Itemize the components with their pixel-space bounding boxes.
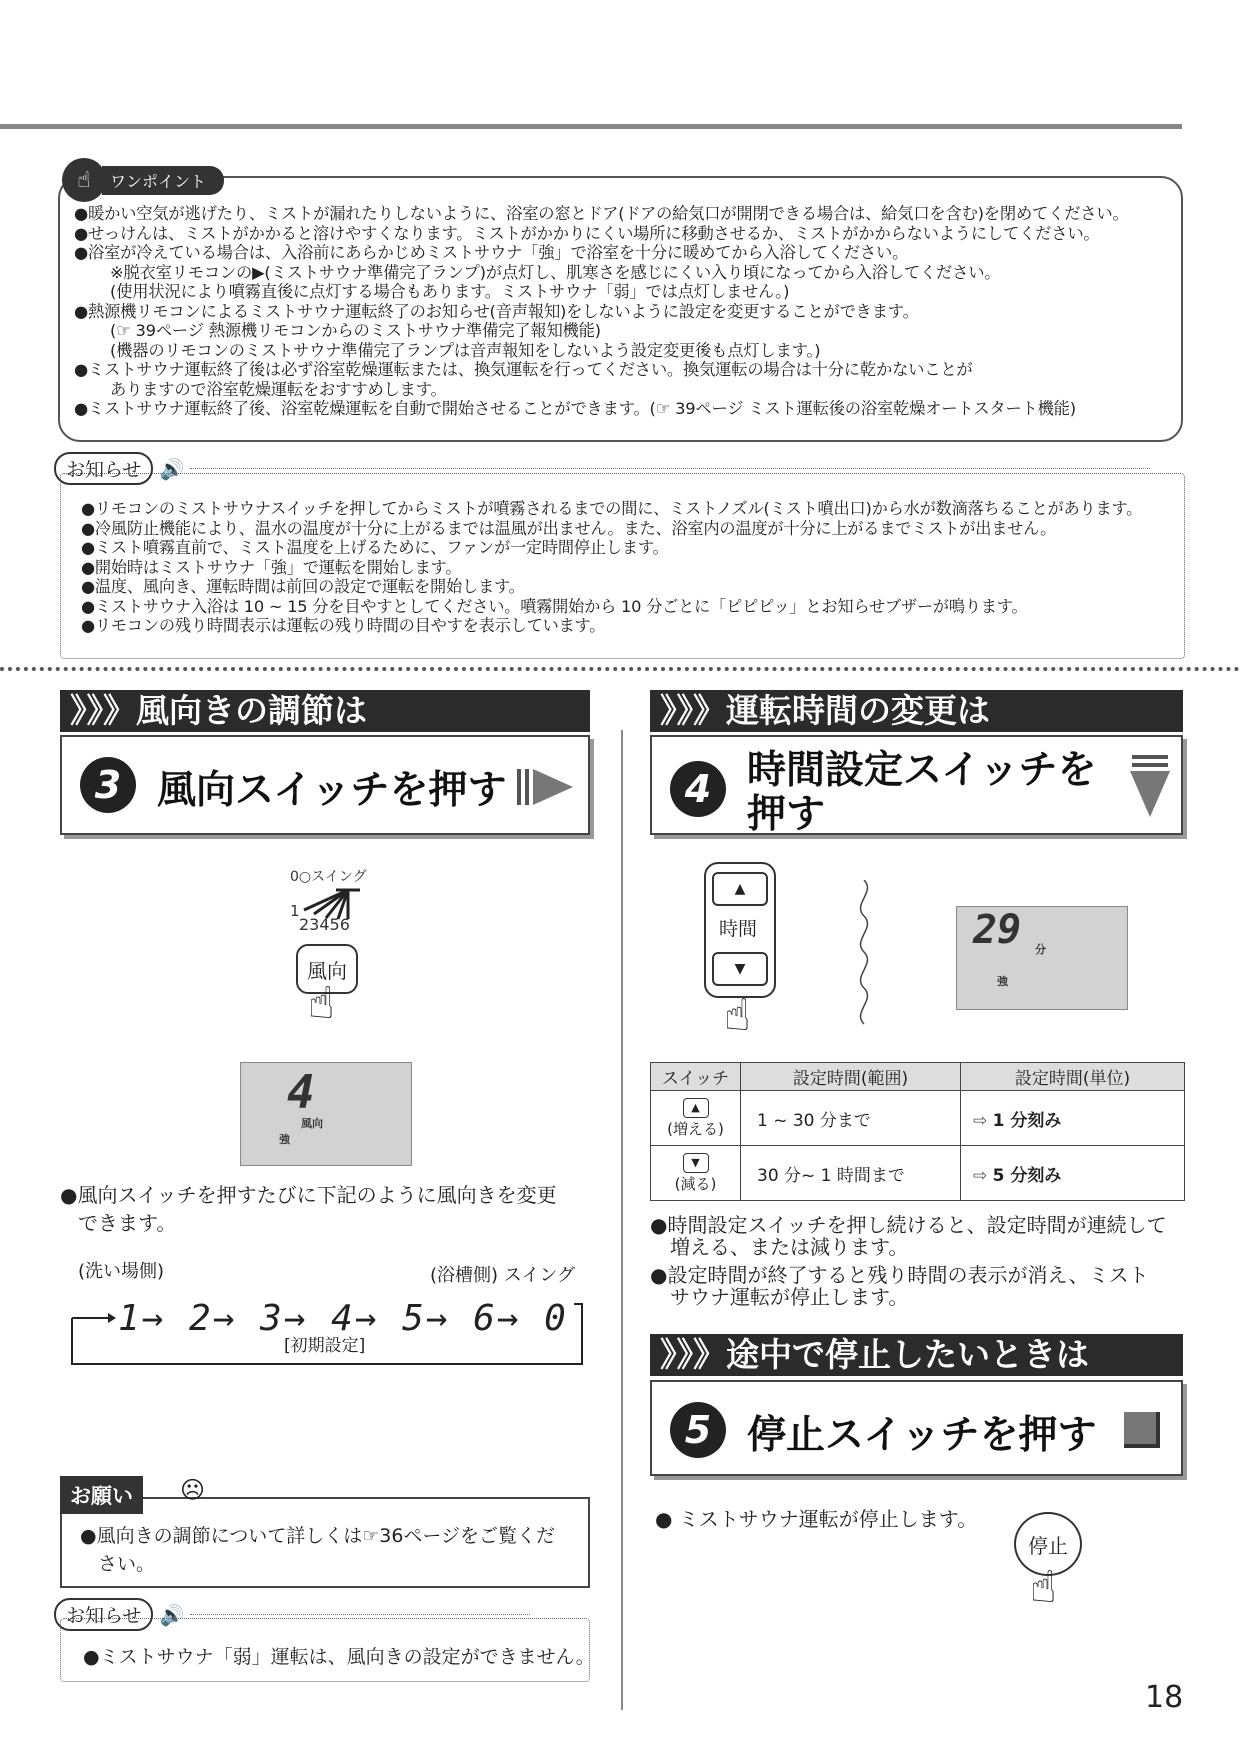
next-arrow-icon [517,769,573,805]
time-lcd [956,906,1128,1010]
speaker-icon: 🔊 [159,1602,185,1627]
onepoint-item: ●暖かい空気が逃げたり、ミストが漏れたりしないように、浴室の窓とドア(ドアの給気口が開閉できる場合は、給気口を含む)を閉めてください。 [74,204,1129,223]
wind-step-box [60,735,590,835]
unit-cell [961,1091,1185,1146]
time-step-box [650,735,1183,835]
finger-icon: ☝ [308,978,335,1029]
notice-dash [190,1614,530,1615]
up-triangle-icon: ▲ [683,1098,709,1118]
lcd-label-strong: 強 [279,1133,290,1146]
onepoint-item: (☞ 39ページ 熱源機リモコンからのミストサウナ準備完了報知機能) [110,321,601,340]
step-text-line2: 押す [747,792,826,837]
notice-label-bottom: お知らせ [54,1598,153,1631]
step-number: 5 [670,1402,726,1458]
time-note-2b: サウナ運転が停止します。 [670,1285,909,1309]
wind-desc-2: できます。 [78,1211,177,1235]
onepoint-item: ありますので浴室乾燥運転をおすすめします。 [110,379,447,399]
lcd-unit: 分 [1035,943,1046,956]
speaker-icon: 🔊 [159,456,185,481]
onepoint-label: ワンポイント [102,166,224,195]
time-note-1b: 増える、または減ります。 [670,1235,909,1259]
onepoint-list [74,204,1169,419]
notice-item: ●ミスト噴霧直前で、ミスト温度を上げるために、ファンが一定時間停止します。 [81,538,669,557]
unit-text: 1 分刻み [992,1110,1062,1131]
notice-dash [190,468,1150,469]
notice-item: ●リモコンのミストサウナスイッチを押してからミストが噴霧されるまでの間に、ミストノズル(ミスト噴出口)から水が数滴落ちることがあります。 [81,499,1143,518]
lcd-time-digits: 29 [973,907,1022,953]
notice-item: ●ミストサウナ入浴は 10 ~ 15 分を目やすとしてください。噴霧開始から 10 分ごとに「ピピピッ」とお知らせブザーが鳴ります。 [81,596,1028,616]
lcd-digit: 4 [287,1065,315,1119]
wind-section-header: 》》》風向きの調節は [60,690,590,732]
wash-side-label: (洗い場側) [78,1261,165,1282]
wind-lcd [240,1062,412,1166]
onepoint-tab [62,158,224,202]
column-divider [621,730,623,1710]
arrow-icon: ⇨ [973,1110,993,1131]
dotted-divider [0,667,1240,671]
finger-icon: ☝ [1030,1562,1057,1613]
pointing-hand-icon: ☝ [62,158,106,202]
onepoint-item: ※脱衣室リモコンの▶(ミストサウナ準備完了ランプ)が点灯し、肌寒さを感じにくい入り頃になってから入浴してください。 [110,262,1001,282]
switch-label: (増える) [667,1120,724,1138]
notice-box-top [60,473,1185,659]
time-section-header: 》》》運転時間の変更は [650,690,1183,732]
stop-square-icon [1124,1412,1160,1448]
request-line-2: さい。 [98,1553,156,1575]
unit-cell [961,1146,1185,1201]
time-up-button[interactable]: ▲ [712,872,768,906]
onepoint-item: (機器のリモコンのミストサウナ準備完了ランプは音声報知をしないよう設定変更後も点灯します。) [110,340,821,360]
step-number: 4 [670,761,726,817]
notice-label: お知らせ [54,452,153,485]
step-text: 停止スイッチを押す [747,1413,1097,1458]
notice-item: ●リモコンの残り時間表示は運転の残り時間の目やすを表示しています。 [81,616,606,635]
notice-item: ●温度、風向き、運転時間は前回の設定で運転を開始します。 [81,577,525,596]
time-note-2a: ●設定時間が終了すると残り時間の表示が消え、ミスト [650,1263,1149,1287]
range-cell: 1 ~ 30 分まで [741,1091,961,1146]
notice-box-bottom [60,1618,595,1682]
swing-label: 0○スイング [290,869,367,885]
onepoint-item: ●浴室が冷えている場合は、入浴前にあらかじめミストサウナ「強」で浴室を十分に暖めてから入浴してください。 [74,243,909,262]
table-header: 設定時間(単位) [961,1063,1185,1091]
onepoint-item: ●せっけんは、ミストがかかると溶けやすくなります。ミストがかかりにくい場所に移動させるか、ミストがかからないようにしてください。 [74,223,1100,243]
step-text: 風向スイッチを押す [157,768,507,813]
lcd-label-wind: 風向 [301,1117,323,1130]
step-text-line1: 時間設定スイッチを [747,748,1097,793]
arrow-icon: ⇨ [973,1165,993,1186]
notice-item: ●開始時はミストサウナ「強」で運転を開始します。 [81,557,462,577]
onepoint-item: ●ミストサウナ運転終了後、浴室乾燥運転を自動で開始させることができます。(☞ 39ページ ミスト運転後の浴室乾燥オートスタート機能) [74,399,1076,418]
onepoint-item: ●熱源機リモコンによるミストサウナ運転終了のお知らせ(音声報知)をしないように設定を変更することができます。 [74,301,919,321]
down-arrow-icon [1130,755,1170,817]
wind-button[interactable]: 風向 [296,944,358,994]
swing-numbers: 23456 [299,915,350,934]
table-row [651,1146,1185,1201]
time-button-label: 時間 [719,918,758,940]
switch-cell [651,1146,741,1201]
stop-desc: ● ミストサウナ運転が停止します。 [655,1507,978,1531]
range-cell: 30 分~ 1 時間まで [741,1146,961,1201]
onepoint-item: (使用状況により噴霧直後に点灯する場合もあります。ミストサウナ「弱」では点灯しません。) [110,282,790,301]
time-note-1a: ●時間設定スイッチを押し続けると、設定時間が連続して [650,1213,1167,1237]
table-header: 設定時間(範囲) [741,1063,961,1091]
onepoint-box [58,176,1183,442]
lcd-mode: 強 [997,975,1008,988]
down-triangle-icon: ▼ [683,1153,709,1173]
request-line-1: ●風向きの調節について詳しくは☞36ページをご覧くだ [80,1525,556,1547]
time-down-button[interactable]: ▼ [712,952,768,986]
step-number: 3 [80,757,136,813]
wind-desc-1: ●風向スイッチを押すたびに下記のように風向きを変更 [60,1183,557,1207]
stop-button[interactable]: 停止 [1014,1512,1082,1576]
swing-one: 1 [290,902,300,920]
table-row [651,1091,1185,1146]
top-rule [0,124,1182,129]
wavy-line [852,880,876,1030]
finger-icon: ☝ [724,990,751,1041]
switch-label: (減る) [674,1175,717,1193]
stop-section-header: 》》》途中で停止したいときは [650,1334,1183,1376]
switch-cell [651,1091,741,1146]
request-person-icon: ☹ [180,1476,206,1504]
notice-list [81,499,1142,636]
time-table [650,1062,1185,1201]
tub-side-label: (浴槽側) スイング [430,1265,576,1286]
notice-bottom-line: ●ミストサウナ「弱」運転は、風向きの設定ができません。 [83,1646,595,1668]
notice-item: ●冷風防止機能により、温水の温度が十分に上がるまでは温風が出ません。また、浴室内の温度が十分に上がるまでミストが出ません。 [81,518,1057,538]
request-label: お願い [60,1476,143,1514]
page-number: 18 [1145,1680,1184,1715]
onepoint-item: ●ミストサウナ運転終了後は必ず浴室乾燥運転または、換気運転を行ってください。換気運転の場合は十分に乾かないことが [74,360,973,379]
table-header: スイッチ [651,1063,741,1091]
initial-setting-label: [初期設定] [284,1336,366,1356]
wind-cycle: 1→ 2→ 3→ 4→ 5→ 6→ 0 [118,1298,568,1339]
unit-text: 5 分刻み [992,1165,1062,1186]
stop-step-box [650,1380,1183,1476]
